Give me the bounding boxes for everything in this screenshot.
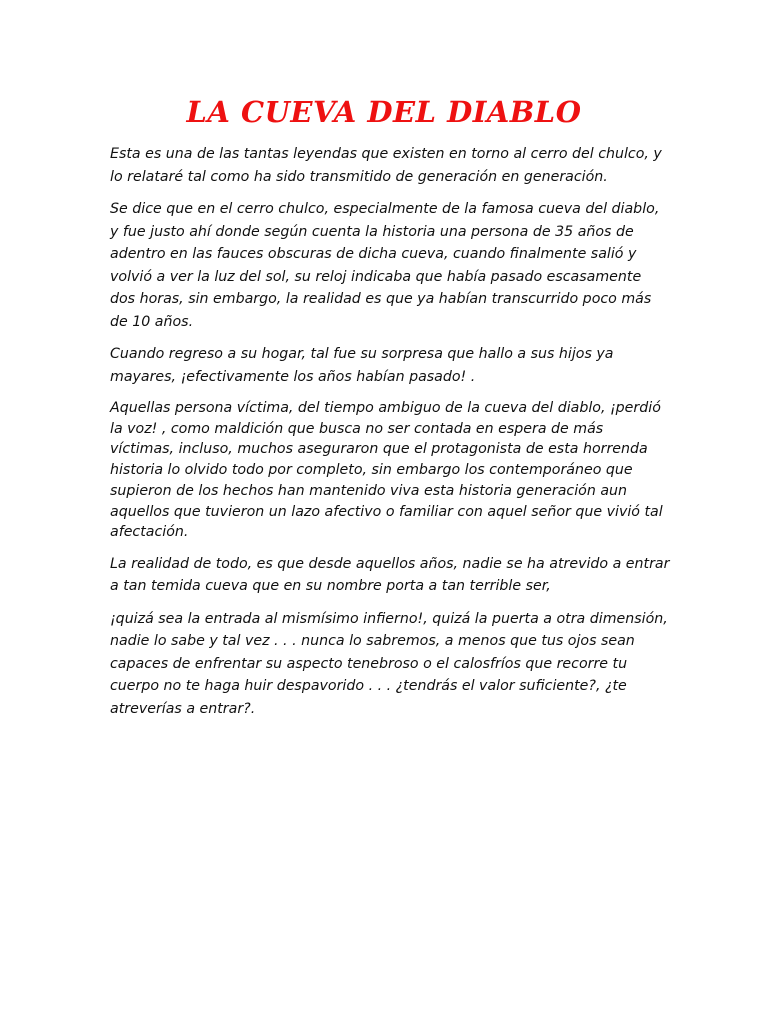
paragraph-legend: Se dice que en el cerro chulco, especialmente de la famosa cueva del diablo, y fue justo ahí donde según cuenta la historia una persona de 35 años de adentro en las fauces obscuras de dicha cueva, cuando finalmente salió y volvió a ver la luz del sol, su reloj indicaba que había pasado escasamente dos horas, sin embargo, la realidad es que ya habían transcurrido poco más de 10 años. — [110, 201, 660, 330]
document-body — [110, 143, 670, 730]
paragraph-intro: Esta es una de las tantas leyendas que existen en torno al cerro del chulco, y lo relataré tal como ha sido transmitido de generación en generación. — [110, 146, 662, 185]
document-title: LA CUEVA DEL DIABLO — [186, 95, 582, 129]
paragraph-return-home: Cuando regreso a su hogar, tal fue su sorpresa que hallo a sus hijos ya mayares, ¡efectivamente los años habían pasado! . — [110, 346, 614, 385]
paragraph-closing: ¡quizá sea la entrada al mismísimo infierno!, quizá la puerta a otra dimensión, nadie lo sabe y tal vez . . . nunca lo sabremos, a menos que tus ojos sean capaces de enfrentar su aspecto tenebroso o el calosfríos que recorre tu cuerpo no te haga huir despavorido . . . ¿tendrás el valor suficiente?, ¿te atreverías a entrar?. — [110, 610, 668, 717]
paragraph-reality: La realidad de todo, es que desde aquellos años, nadie se ha atrevido a entrar a tan temida cueva que en su nombre porta a tan terrible ser, — [110, 555, 670, 595]
paragraph-victim: Aquellas persona víctima, del tiempo ambiguo de la cueva del diablo, ¡perdió la voz! , como maldición que busca no ser contada en espera de más víctimas, incluso, muchos aseguraron que el protagonista de esta horrenda historia lo olvido todo por completo, sin embargo los contemporáneo que supieron de los hechos han mantenido viva esta historia generación aun aquellos que tuvieron un lazo afectivo o familiar con aquel señor que vivió tal afectación. — [110, 400, 663, 541]
